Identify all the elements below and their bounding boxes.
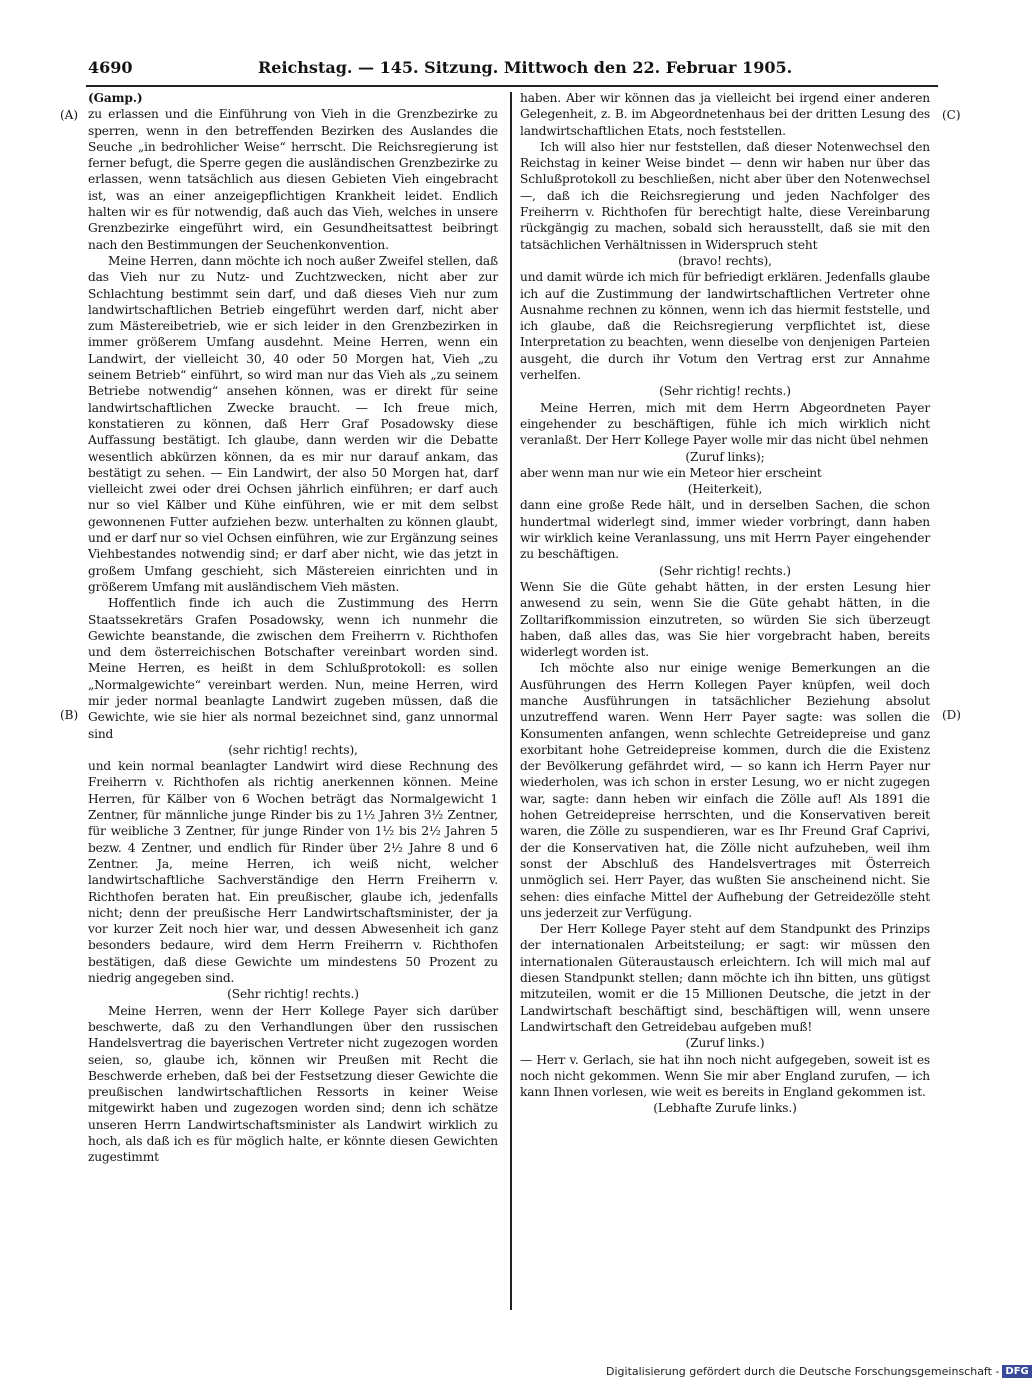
interjection: (Heiterkeit),	[687, 482, 763, 497]
interjection: (Zuruf links);	[685, 449, 765, 464]
paragraph: Meine Herren, dann möchte ich noch außer Zweifel stellen, daß das Vieh nur zu Nutz- und Zuchtzwecken, nicht aber zur Schlachtung bestimmt sein darf, und daß dieses Vieh nur zum landwirtschaftlichen Betrieb eingeführt werden darf, nicht aber zum Mästereibetrieb, wie er sich leider in den Grenzbezirken in immer größerem Umfang ausdehnt. Meine Herren, wenn ein Landwirt, der vielleicht 30, 40 oder 50 Morgen hat, Vieh „zu seinem Betrieb“ einführt, so wird man nur das Vieh als „zu seinem Betriebe notwendig“ ansehen können, was er direkt für seine landwirtschaftlichen Zwecke braucht. — Ich freue mich, konstatieren zu können, daß Herr Graf Posadowsky diese Auffassung bestätigt. Ich glaube, dann werden wir die Debatte wesentlich abkürzen können, da es mir nur darauf ankam, das bestätigt zu sehen. — Ein Landwirt, der also 50 Morgen hat, darf vielleicht zwei oder drei Ochsen jährlich einführen; er darf auch nur so viel Kälber und Kühe einführen, wie er mit dem selbst gewonnenen Futter aufziehen bezw. unterhalten zu können glaubt, und er darf nur so viel Ochsen einführen, wie zur Ergänzung seines Viehbestandes notwendig sind; er darf aber nicht, wie das jetzt in großem Umfang geschieht, sich Mästereien einrichten und in größerem Umfang mit ausländischem Vieh mästen.	[88, 253, 498, 594]
paragraph: aber wenn man nur wie ein Meteor hier erscheint	[520, 465, 822, 480]
margin-marker-a: (A)	[60, 108, 79, 122]
margin-marker-b: (B)	[60, 708, 79, 722]
paragraph: dann eine große Rede hält, und in derselben Sachen, die schon hundertmal widerlegt sind, immer wieder vorbringt, dann haben wir wirklich keine Veranlassung, uns mit Herrn Payer eingehender zu beschäftigen.	[520, 498, 930, 562]
paragraph: Wenn Sie die Güte gehabt hätten, in der ersten Lesung hier anwesend zu sein, wenn Sie die Güte gehabt hätten, in die Zolltarifkommission einzutreten, so würden Sie sich überzeugt haben, daß alles das, was Sie hier vorgebracht haben, bereits widerlegt worden ist.	[520, 579, 930, 660]
paragraph: Meine Herren, mich mit dem Herrn Abgeordneten Payer eingehender zu beschäftigen, fühle ich mich wirklich nicht veranlaßt. Der Herr Kollege Payer wolle mir das nicht übel nehmen	[520, 400, 930, 448]
footer-text: Digitalisierung gefördert durch die Deutsche Forschungsgemeinschaft -	[606, 1365, 1000, 1378]
interjection: (bravo! rechts),	[678, 253, 772, 268]
interjection: (sehr richtig! rechts),	[228, 742, 358, 757]
page-header	[88, 58, 930, 86]
dfg-logo: DFG	[1002, 1365, 1031, 1378]
interjection: (Sehr richtig! rechts.)	[659, 384, 791, 399]
paragraph: und damit würde ich mich für befriedigt erklären. Jedenfalls glaube ich auf die Zustimmung der landwirtschaftlichen Vertreter ohne Ausnahme rechnen zu können, wenn ich das hiermit feststelle, und ich glaube, daß die Reichsregierung verpflichtet ist, diese Interpretation zu beachten, wenn dieselbe von denjenigen Parteien ausgeht, die durch ihr Votum den Vertrag erst zur Annahme verhelfen.	[520, 270, 930, 383]
right-column	[520, 90, 930, 1117]
header-rule	[86, 85, 938, 87]
interjection: (Lebhafte Zurufe links.)	[653, 1101, 797, 1116]
paragraph: Ich möchte also nur einige wenige Bemerkungen an die Ausführungen des Herrn Kollegen Payer knüpfen, weil doch manche Ausführungen in tatsächlicher Beziehung absolut unzutreffend waren. Wenn Herr Payer sagte: was sollen die Konsumenten anfangen, wenn schlechte Getreidepreise und ganz exorbitant hohe Getreidepreise kommen, durch die die Existenz der Bevölkerung gefährdet wird, — so kann ich Herrn Payer nur wiederholen, was ich schon in erster Lesung, wo er nicht zugegen war, sagte: dann heben wir einfach die Zölle auf! Als 1891 die hohen Getreidepreise herrschten, und die Konservativen bereit waren, die Zölle zu suspendieren, war es Ihr Freund Graf Caprivi, der die Konservativen hat, die Zölle nicht aufzuheben, weil ihm sonst der Abschluß des Handelsvertrages mit Österreich unmöglich sei. Herr Payer, das wußten Sie anscheinend nicht. Sie sehen: dies einfache Mittel der Aufhebung der Getreidezölle steht uns jederzeit zur Verfügung.	[520, 661, 930, 920]
paragraph: und kein normal beanlagter Landwirt wird diese Rechnung des Freiherrn v. Richthofen als richtig anerkennen können. Meine Herren, für Kälber von 6 Wochen beträgt das Normalgewicht 1 Zentner, für männliche junge Rinder bis zu 1½ Jahren 3½ Zentner, für weibliche 3 Zentner, für junge Rinder von 1½ bis 2½ Jahren 5 bezw. 4 Zentner, und endlich für Rinder über 2½ Jahre 8 und 6 Zentner. Ja, meine Herren, ich weiß nicht, welcher landwirtschaftliche Sachverständige den Herrn Freiherrn v. Richthofen beraten hat. Ein preußischer, glaube ich, jedenfalls nicht; denn der preußische Herr Landwirtschaftsminister, der ja vor kurzer Zeit noch hier war, und dessen Abwesenheit ich ganz besonders bedaure, wird dem Herrn Freiherrn v. Richthofen bestätigen, daß diese Gewichte um mindestens 50 Prozent zu niedrig angegeben sind.	[88, 759, 498, 986]
paragraph: Ich will also hier nur feststellen, daß dieser Notenwechsel den Reichstag in keiner Weise bindet — denn wir haben nur über das Schlußprotokoll zu beschließen, nicht aber über den Notenwechsel —, daß ich die Reichsregierung und jeden Nachfolger des Freiherrn v. Richthofen für berechtigt halte, diese Vereinbarung rückgängig zu machen, sobald sich herausstellt, daß sie mit den tatsächlichen Verhältnissen in Widerspruch steht	[520, 139, 930, 252]
paragraph: — Herr v. Gerlach, sie hat ihn noch nicht aufgegeben, soweit ist es noch nicht gekommen. Wenn Sie mir aber England zurufen, — ich kann Ihnen vorlesen, wie weit es bereits in England gekommen ist.	[520, 1052, 930, 1100]
paragraph: zu erlassen und die Einführung von Vieh in die Grenzbezirke zu sperren, wenn in den betreffenden Bezirken des Auslandes die Seuche „in bedrohlicher Weise“ herrscht. Die Reichsregierung ist ferner befugt, die Sperre gegen die ausländischen Grenzbezirke zu erlassen, wenn tatsächlich aus diesen Gebieten Vieh eingebracht ist, was an einer anzeigepflichtigen Krankheit leidet. Endlich halten wir es für notwendig, daß auch das Vieh, welches in unsere Grenzbezirke eingeführt wird, ein Gesundheitsattest beibringt nach den Bestimmungen der Seuchenkonvention.	[88, 107, 498, 252]
digitization-footer	[606, 1365, 1032, 1378]
left-column	[88, 90, 498, 1166]
running-title: Reichstag. — 145. Sitzung. Mittwoch den 22. Februar 1905.	[258, 58, 793, 77]
interjection: (Zuruf links.)	[685, 1036, 765, 1051]
paragraph: haben. Aber wir können das ja vielleicht bei irgend einer anderen Gelegenheit, z. B. im Abgeordnetenhaus bei der dritten Lesung des landwirtschaftlichen Etats, noch feststellen.	[520, 91, 930, 138]
margin-marker-d: (D)	[942, 708, 961, 722]
paragraph: Hoffentlich finde ich auch die Zustimmung des Herrn Staatssekretärs Grafen Posadowsky, wenn ich nunmehr die Gewichte beanstande, die zwischen dem Freiherrn v. Richthofen und dem österreichischen Botschafter vereinbart worden sind. Meine Herren, es heißt in dem Schlußprotokoll: es sollen „Normalgewichte“ vereinbart werden. Nun, meine Herren, wird mir jeder normal beanlagte Landwirt zugeben müssen, daß die Gewichte, wie sie hier als normal bezeichnet sind, ganz unnormal sind	[88, 596, 498, 741]
interjection: (Sehr richtig! rechts.)	[659, 563, 791, 578]
paragraph: Meine Herren, wenn der Herr Kollege Payer sich darüber beschwerte, daß zu den Verhandlungen über den russischen Handelsvertrag die bayerischen Vertreter nicht zugezogen worden seien, so, glaube ich, können wir Preußen mit Recht die Beschwerde erheben, daß bei der Festsetzung dieser Gewichte die preußischen landwirtschaftlichen Ressorts in keiner Weise mitgewirkt haben und zugezogen worden sind; denn ich schätze unseren Herrn Landwirtschaftsminister als Landwirt wirklich zu hoch, als daß ich es für möglich halte, er könnte diesen Gewichten zugestimmt	[88, 1003, 498, 1165]
margin-marker-c: (C)	[942, 108, 961, 122]
page-number: 4690	[88, 58, 133, 77]
column-divider	[510, 92, 512, 1310]
speaker-name: (Gamp.)	[88, 91, 143, 105]
paragraph: Der Herr Kollege Payer steht auf dem Standpunkt des Prinzips der internationalen Arbeitsteilung; er sagt: wir müssen den internationalen Güteraustausch erleichtern. Ich will mich mal auf diesen Standpunkt stellen; dann möchte ich ihn bitten, uns gütigst mitzuteilen, womit er die 15 Millionen Deutsche, die jetzt in der Landwirtschaft beschäftigt sind, beschäftigen will, wenn unsere Landwirtschaft den Getreidebau aufgeben muß!	[520, 922, 930, 1034]
interjection: (Sehr richtig! rechts.)	[227, 987, 359, 1002]
